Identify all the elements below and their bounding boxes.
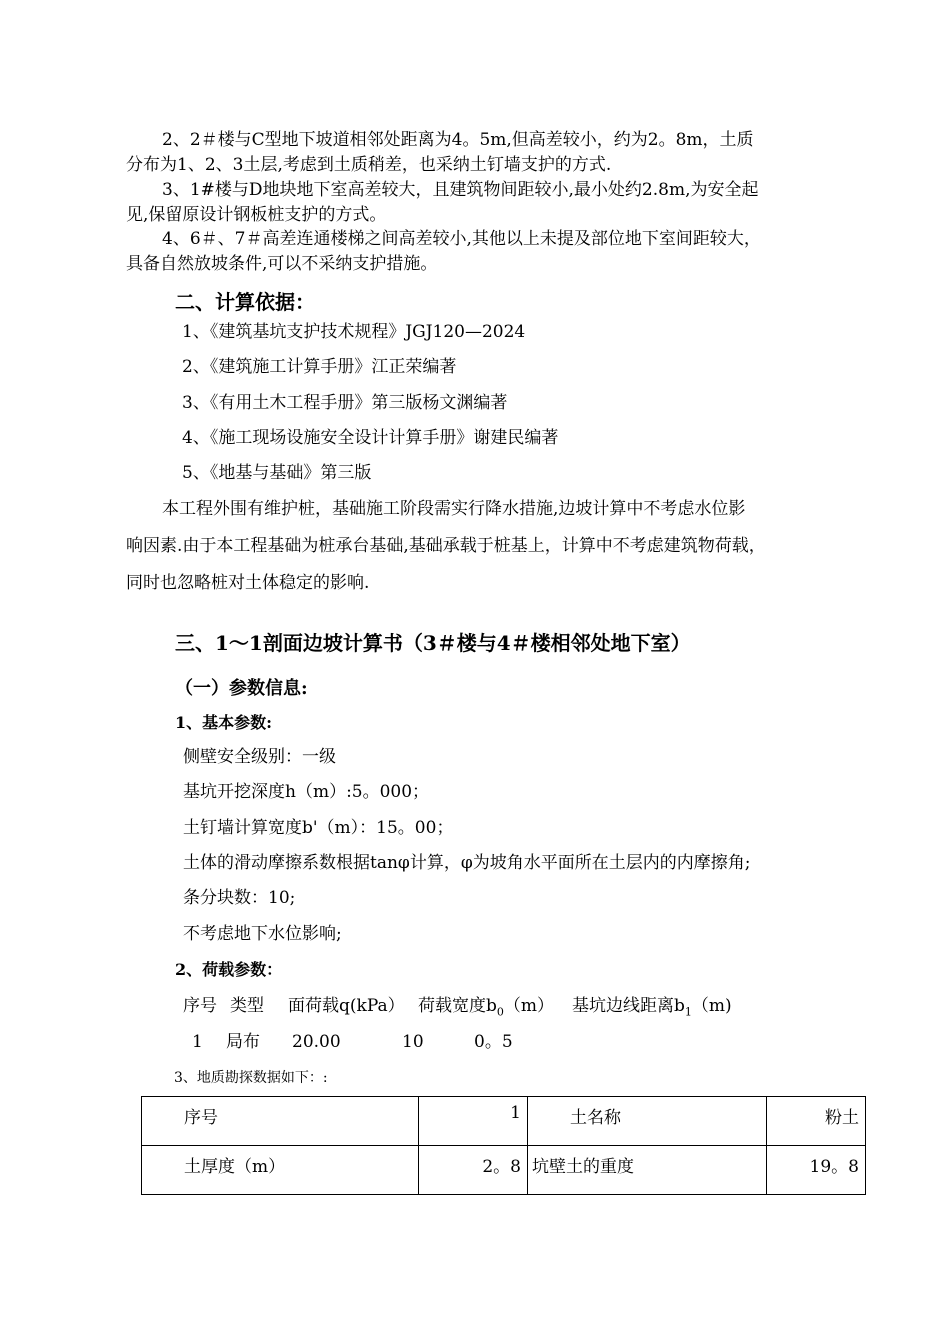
load-header-q: 面荷载q(kPa） xyxy=(288,996,405,1016)
load-params-title: 2、荷载参数： xyxy=(175,960,283,979)
table-cell: 土厚度（m） xyxy=(142,1146,419,1195)
geo-data-title: 3、地质勘探数据如下：: xyxy=(174,1070,328,1086)
note-line-3: 同时也忽略桩对土体稳定的影响. xyxy=(126,573,370,593)
load-header-b1: 基坑边线距离$b_1(m)$ xyxy=(572,996,732,1019)
subsection-title: （一）参数信息: xyxy=(175,678,308,699)
reference-item: 5、《地基与基础》第三版 xyxy=(182,463,372,483)
basic-params-title: 1、基本参数: xyxy=(175,713,273,732)
load-row-type: 局布 xyxy=(226,1032,260,1052)
table-cell: 土名称 xyxy=(528,1097,767,1146)
table-cell: 1 xyxy=(419,1097,528,1146)
load-header-no: 序号 xyxy=(183,996,217,1016)
section-3-title: 三、1～1剖面边坡计算书（3＃楼与4＃楼相邻处地下室） xyxy=(175,631,691,655)
table-cell: 2。8 xyxy=(419,1146,528,1195)
reference-item: 2、《建筑施工计算手册》江正荣编著 xyxy=(182,357,457,377)
note-line-2: 响因素.由于本工程基础为桩承台基础,基础承载于桩基上，计算中不考虑建筑物荷载， xyxy=(126,536,766,556)
table-row xyxy=(142,1097,866,1146)
basic-param: 土钉墙计算宽度b'（m）：15。00； xyxy=(183,818,454,838)
paragraph-3-line-2: 见,保留原设计钢板桩支护的方式。 xyxy=(126,205,387,225)
table-cell: 粉土 xyxy=(767,1097,866,1146)
section-2-title: 二、计算依据： xyxy=(175,290,315,314)
geo-data-table xyxy=(141,1096,866,1195)
basic-param: 不考虑地下水位影响; xyxy=(183,924,342,944)
basic-param: 条分块数：10; xyxy=(183,888,296,908)
load-row-b1: 0。5 xyxy=(474,1032,513,1052)
load-header-b0: 荷载宽度$b_0(m)$ xyxy=(418,996,555,1019)
table-cell: 坑壁土的重度 xyxy=(528,1146,767,1195)
paragraph-3-line-1: 3、1#楼与D地块地下室高差较大，且建筑物间距较小,最小处约2.8m,为安全起 xyxy=(162,180,759,200)
paragraph-2-line-1: 2、2＃楼与C型地下坡道相邻处距离为4。5m,但高差较小，约为2。8m，土质 xyxy=(162,130,754,150)
reference-item: 3、《有用土木工程手册》第三版杨文渊编著 xyxy=(182,393,508,413)
note-line-1: 本工程外围有维护桩，基础施工阶段需实行降水措施,边坡计算中不考虑水位影 xyxy=(162,499,746,519)
table-row xyxy=(142,1146,866,1195)
paragraph-4-line-2: 具备自然放坡条件,可以不采纳支护措施。 xyxy=(126,254,438,274)
load-header-type: 类型 xyxy=(230,996,264,1016)
basic-param: 侧壁安全级别：一级 xyxy=(183,747,336,767)
reference-item: 4、《施工现场设施安全设计计算手册》谢建民编著 xyxy=(182,428,559,448)
basic-param: 基坑开挖深度h（m）:5。000； xyxy=(183,782,430,802)
table-cell: 19。8 xyxy=(767,1146,866,1195)
reference-item: 1、《建筑基坑支护技术规程》JGJ120—2024 xyxy=(182,322,526,342)
paragraph-2-line-2: 分布为1、2、3土层,考虑到土质稍差，也采纳土钉墙支护的方式. xyxy=(126,155,612,175)
paragraph-4-line-1: 4、6＃、7＃高差连通楼梯之间高差较小,其他以上未提及部位地下室间距较大， xyxy=(162,229,761,249)
load-row-b0: 10 xyxy=(402,1032,424,1052)
load-row-q: 20.00 xyxy=(292,1032,341,1052)
load-row-no: 1 xyxy=(192,1032,203,1052)
table-cell: 序号 xyxy=(142,1097,419,1146)
basic-param: 土体的滑动摩擦系数根据tanφ计算，φ为坡角水平面所在土层内的内摩擦角; xyxy=(183,853,751,873)
